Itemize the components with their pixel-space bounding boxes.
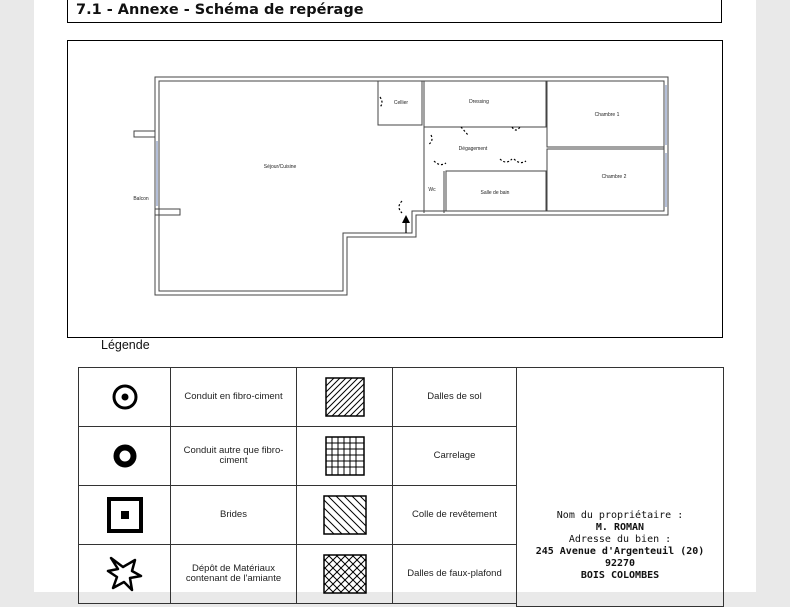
room-label-chambre2: Chambre 2 [601,174,627,180]
legend-symbol-cell [297,427,393,486]
legend-label: Dalles de faux-plafond [393,545,517,604]
door-degagement-1 [428,135,432,145]
legend-label: Dalles de sol [393,368,517,427]
section-title: 7.1 - Annexe - Schéma de repérage [76,2,364,18]
square-dot-icon [105,495,145,535]
door-wc [434,161,446,165]
room-label-chambre1: Chambre 1 [594,112,620,118]
entrance-arrow-icon [402,215,410,233]
thick-ring-icon [110,441,140,471]
address-street: 245 Avenue d'Argenteuil (20) [535,546,705,557]
legend-symbol-cell [79,545,171,604]
outer-wall-outer [155,77,668,295]
floor-plan-frame [67,40,723,338]
legend-symbol-cell [79,486,171,545]
grid-hatch-icon [325,436,365,476]
room-label-wc: Wc [428,187,436,193]
diagonal-hatch-icon [325,377,365,417]
room-label-cellier: Cellier [393,100,409,106]
door-sdb [500,159,512,162]
legend-table [78,367,517,604]
legend-row [79,486,517,545]
door-cellier [380,97,382,107]
floor-plan [68,41,722,337]
cross-hatch-icon [323,554,367,594]
owner-info [517,510,723,582]
room-label-dressing: Dressing [469,99,489,105]
circle-dot-icon [110,382,140,412]
legend-title: Légende [101,338,150,352]
owner-info-box [516,367,724,607]
chambre2-walls [547,149,664,211]
balcony-stub-top [134,131,155,137]
door-entrance [399,201,402,213]
legend-label: Brides [171,486,297,545]
star-blob-icon [105,554,145,594]
legend-label: Conduit en fibro-ciment [171,368,297,427]
legend-symbol-cell [297,545,393,604]
room-label-salle-de-bain: Salle de bain [480,190,510,196]
owner-name-label: Nom du propriétaire : [556,510,684,521]
address-city: BOIS COLOMBES [580,570,660,581]
room-label-degagement: Dégagement [458,146,488,152]
legend-label: Colle de revêtement [393,486,517,545]
legend-row [79,545,517,604]
section-header [67,0,722,23]
legend-row [79,427,517,486]
legend-symbol-cell [79,427,171,486]
reverse-hatch-icon [323,495,367,535]
legend-label: Carrelage [393,427,517,486]
owner-name: M. ROMAN [595,522,645,533]
outer-wall-inner [159,81,664,291]
address-postcode: 92270 [604,558,636,569]
legend-row [79,368,517,427]
address-label: Adresse du bien : [568,534,672,545]
legend-symbol-cell [79,368,171,427]
door-dressing [461,127,468,135]
legend-label: Dépôt de Matériaux contenant de l'amiante [171,545,297,604]
legend-symbol-cell [297,368,393,427]
door-chambre2 [514,159,526,163]
room-label-sejour: Séjour/Cuisine [263,164,297,170]
legend-label: Conduit autre que fibro-ciment [171,427,297,486]
room-label-balcon: Balcon [133,196,149,202]
legend-symbol-cell [297,486,393,545]
